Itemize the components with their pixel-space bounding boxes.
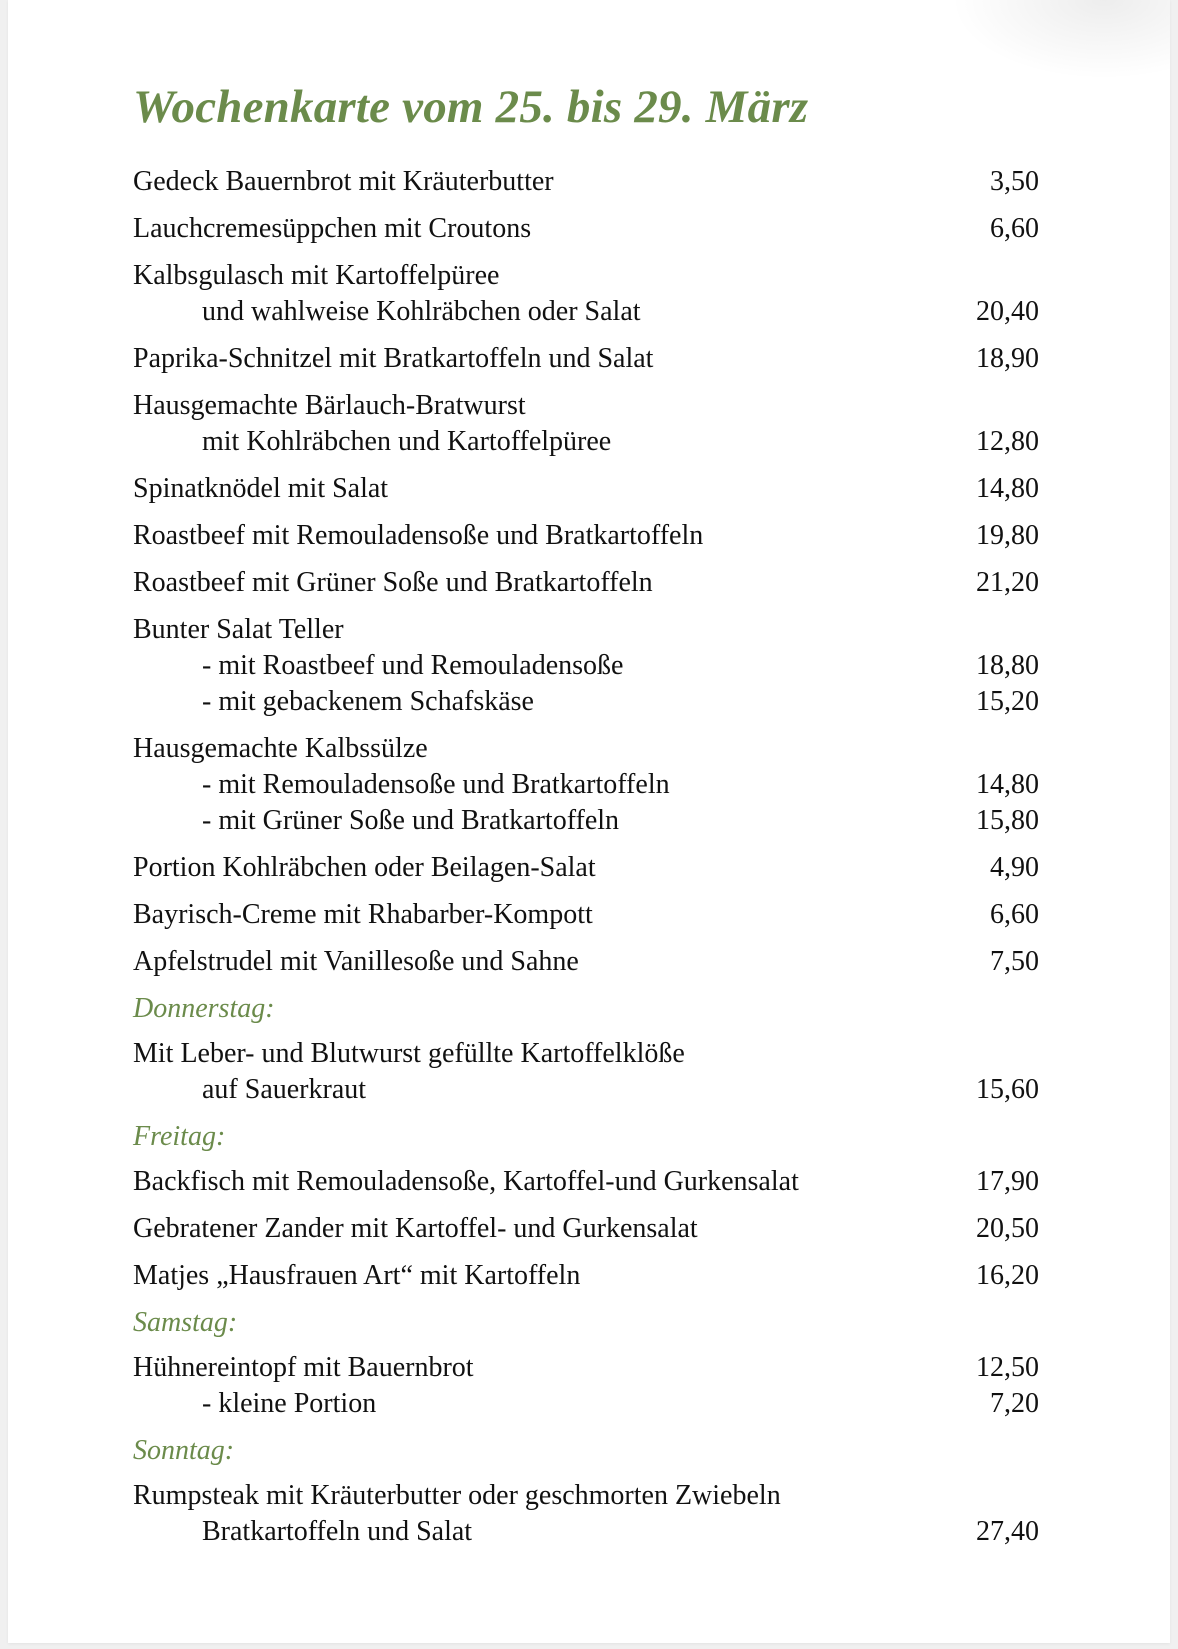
menu-item <box>133 258 1039 330</box>
menu-item-subline <box>133 1514 1039 1550</box>
menu-item <box>133 897 1039 933</box>
dish-price: 14,80 <box>976 769 1039 800</box>
dish-price: 20,40 <box>976 296 1039 327</box>
dish-price: 4,90 <box>990 852 1039 883</box>
dish-price: 7,20 <box>990 1388 1039 1419</box>
menu-item-line <box>133 612 1039 648</box>
menu-item-line <box>133 944 1039 980</box>
dish-name: - mit Grüner Soße und Bratkartoffeln <box>202 805 620 836</box>
dish-price: 6,60 <box>990 899 1039 930</box>
menu-item-subline <box>133 684 1039 720</box>
dish-name: Roastbeef mit Grüner Soße und Bratkartoffeln <box>133 567 653 598</box>
menu-item <box>133 612 1039 720</box>
dish-name: - mit Roastbeef und Remouladensoße <box>202 650 624 681</box>
menu-item-subline <box>133 648 1039 684</box>
menu-item <box>133 1211 1039 1247</box>
menu-item <box>133 1478 1039 1550</box>
dish-price: 21,20 <box>976 567 1039 598</box>
dish-price: 20,50 <box>976 1213 1039 1244</box>
dish-price: 12,80 <box>976 426 1039 457</box>
day-section-heading: Donnerstag: <box>133 993 275 1024</box>
menu-list <box>133 164 1039 1561</box>
dish-name: Backfisch mit Remouladensoße, Kartoffel-und Gurkensalat <box>133 1166 799 1197</box>
dish-name: Rumpsteak mit Kräuterbutter oder geschmorten Zwiebeln <box>133 1480 781 1511</box>
menu-item-line <box>133 1211 1039 1247</box>
menu-item-line <box>133 565 1039 601</box>
menu-item-subline <box>133 294 1039 330</box>
menu-item <box>133 164 1039 200</box>
menu-item-line <box>133 1164 1039 1200</box>
dish-price: 18,90 <box>976 343 1039 374</box>
menu-item-subline <box>133 1386 1039 1422</box>
menu-item-line <box>133 211 1039 247</box>
menu-item <box>133 850 1039 886</box>
dish-price: 17,90 <box>976 1166 1039 1197</box>
dish-name: und wahlweise Kohlräbchen oder Salat <box>202 296 641 327</box>
menu-item <box>133 471 1039 507</box>
dish-name: Lauchcremesüppchen mit Croutons <box>133 213 532 244</box>
menu-item-subline <box>133 1072 1039 1108</box>
menu-item-line <box>133 1350 1039 1386</box>
dish-price: 14,80 <box>976 473 1039 504</box>
dish-name: - mit gebackenem Schafskäse <box>202 686 534 717</box>
menu-item-line <box>133 1478 1039 1514</box>
dish-price: 27,40 <box>976 1516 1039 1547</box>
menu-item-line <box>133 471 1039 507</box>
menu-item-line <box>133 518 1039 554</box>
menu-card <box>8 0 1170 1643</box>
day-section-heading: Samstag: <box>133 1307 238 1338</box>
dish-name: Gebratener Zander mit Kartoffel- und Gurkensalat <box>133 1213 698 1244</box>
menu-item <box>133 211 1039 247</box>
menu-item-line <box>133 388 1039 424</box>
dish-name: Hühnereintopf mit Bauernbrot <box>133 1352 474 1383</box>
dish-name: Portion Kohlräbchen oder Beilagen-Salat <box>133 852 596 883</box>
menu-item <box>133 944 1039 980</box>
menu-item-line <box>133 164 1039 200</box>
dish-price: 15,80 <box>976 805 1039 836</box>
page-title: Wochenkarte vom 25. bis 29. März <box>133 81 809 133</box>
dish-name: Paprika-Schnitzel mit Bratkartoffeln und Salat <box>133 343 654 374</box>
dish-name: - mit Remouladensoße und Bratkartoffeln <box>202 769 670 800</box>
dish-price: 19,80 <box>976 520 1039 551</box>
dish-price: 3,50 <box>990 166 1039 197</box>
dish-name: Hausgemachte Bärlauch-Bratwurst <box>133 390 526 421</box>
menu-item-line <box>133 1036 1039 1072</box>
dish-name: Roastbeef mit Remouladensoße und Bratkartoffeln <box>133 520 704 551</box>
menu-item <box>133 731 1039 839</box>
menu-item-subline <box>133 803 1039 839</box>
dish-name: mit Kohlräbchen und Kartoffelpüree <box>202 426 612 457</box>
menu-item-line <box>133 258 1039 294</box>
menu-item <box>133 518 1039 554</box>
dish-name: Bunter Salat Teller <box>133 614 344 645</box>
menu-item-line <box>133 341 1039 377</box>
dish-name: Gedeck Bauernbrot mit Kräuterbutter <box>133 166 554 197</box>
menu-item-line <box>133 897 1039 933</box>
menu-item <box>133 1036 1039 1108</box>
menu-item <box>133 1164 1039 1200</box>
dish-name: Kalbsgulasch mit Kartoffelpüree <box>133 260 500 291</box>
menu-item-line <box>133 1258 1039 1294</box>
menu-item <box>133 388 1039 460</box>
menu-item-line <box>133 731 1039 767</box>
dish-name: Bratkartoffeln und Salat <box>202 1516 473 1547</box>
dish-price: 18,80 <box>976 650 1039 681</box>
dish-name: Bayrisch-Creme mit Rhabarber-Kompott <box>133 899 593 930</box>
dish-price: 15,60 <box>976 1074 1039 1105</box>
menu-item <box>133 341 1039 377</box>
dish-price: 15,20 <box>976 686 1039 717</box>
dish-name: Hausgemachte Kalbssülze <box>133 733 428 764</box>
menu-item-line <box>133 850 1039 886</box>
dish-price: 7,50 <box>990 946 1039 977</box>
dish-name: Matjes „Hausfrauen Art“ mit Kartoffeln <box>133 1260 581 1291</box>
dish-name: auf Sauerkraut <box>202 1074 367 1105</box>
dish-name: Apfelstrudel mit Vanillesoße und Sahne <box>133 946 579 977</box>
menu-item <box>133 1350 1039 1422</box>
menu-item-subline <box>133 424 1039 460</box>
menu-item <box>133 1258 1039 1294</box>
dish-name: Spinatknödel mit Salat <box>133 473 389 504</box>
menu-item <box>133 565 1039 601</box>
dish-price: 12,50 <box>976 1352 1039 1383</box>
dish-name: - kleine Portion <box>202 1388 377 1419</box>
day-section-heading: Freitag: <box>133 1121 226 1152</box>
dish-price: 6,60 <box>990 213 1039 244</box>
day-section-heading: Sonntag: <box>133 1435 235 1466</box>
dish-price: 16,20 <box>976 1260 1039 1291</box>
dish-name: Mit Leber- und Blutwurst gefüllte Kartoffelklöße <box>133 1038 685 1069</box>
menu-item-subline <box>133 767 1039 803</box>
